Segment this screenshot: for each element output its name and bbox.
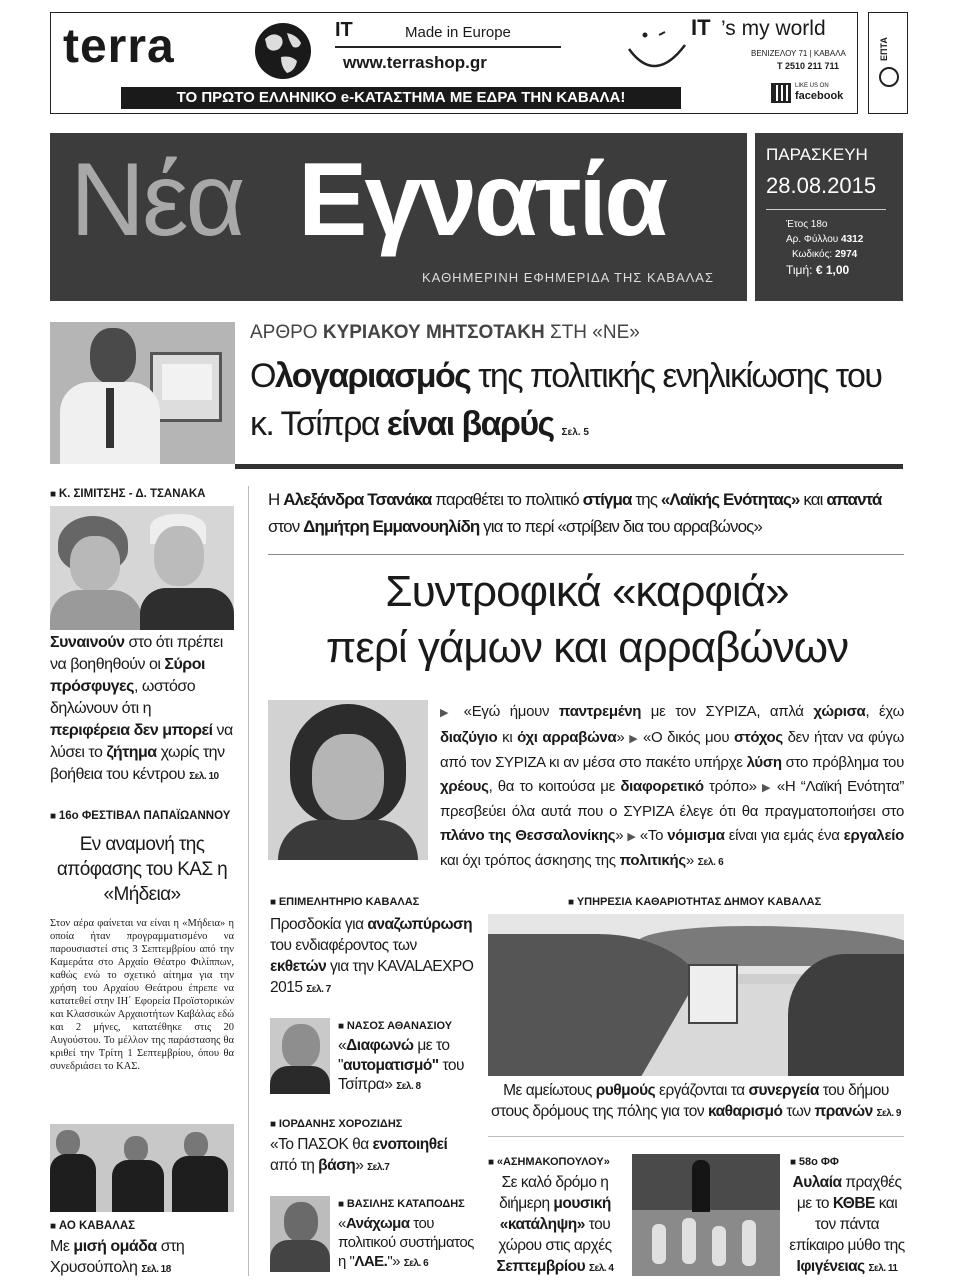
athanasiou-photo [270, 1018, 330, 1094]
tsanaka-q1a: «Εγώ ήμουν [463, 703, 550, 720]
masthead-price-value: € 1,00 [815, 263, 850, 277]
masthead-issue-no: 4312 [841, 234, 864, 245]
chorozidis-b1: ενοποιηθεί [372, 1136, 448, 1153]
tsanaka-q4c: είναι για εμάς ένα [728, 826, 840, 844]
festival-title[interactable]: Εν αναμονή της απόφασης του ΚΑΣ η «Μήδεια» [56, 834, 228, 905]
cleaning-kicker [568, 896, 821, 908]
simitis-b2: Σύροι πρόσφυγες [50, 656, 205, 695]
epta-badge [868, 12, 908, 114]
simitis-photo [50, 506, 234, 630]
ad-world-text: ’s my world [721, 17, 826, 40]
athanasiou-b2: αυτοματισμό" [343, 1056, 439, 1074]
ad-made-in: Made in Europe [405, 24, 511, 41]
chorozidis-kicker-text: ΙΟΡΔΑΝΗΣ ΧΟΡΟΖΙΔΗΣ [278, 1118, 403, 1130]
katapodis-q1: « [338, 1215, 346, 1232]
lead-kicker [250, 322, 640, 344]
chamber-b2: εκθετών [270, 958, 327, 975]
cleaning-b2: συνεργεία [748, 1082, 819, 1099]
katapodis-page-ref: Σελ. 6 [403, 1258, 429, 1269]
tsanaka-q4b: νόμισμα [667, 826, 725, 844]
lead-bottom-rule [235, 464, 903, 469]
simitis-b1: Συναινούν [50, 634, 125, 651]
asimakopoulou-kicker-text: «ΑΣΗΜΑΚΟΠΟΥΛΟΥ» [496, 1156, 610, 1168]
lead-headline[interactable] [250, 352, 910, 457]
katapodis-photo [270, 1196, 330, 1272]
athanasiou-t2: του Τσίπρα» [338, 1056, 464, 1093]
tsanaka-q2g: , θα το κοιτούσα με [488, 777, 616, 795]
tsanaka-intro-2: παραθέτει το πολιτικό [435, 490, 579, 509]
ao-photo [50, 1124, 234, 1212]
tsanaka-q2f: χρέους [440, 777, 489, 795]
masthead-subtitle: ΚΑΘΗΜΕΡΙΝΗ ΕΦΗΜΕΡΙΔΑ ΤΗΣ ΚΑΒΑΛΑΣ [422, 270, 715, 285]
asimakopoulou-b2: Σεπτεμβρίου [496, 1258, 586, 1275]
globe-icon [251, 19, 315, 83]
tsanaka-intro[interactable] [268, 486, 908, 540]
tsanaka-intro-3: της [635, 490, 658, 509]
simitis-t4: χωρίς την βοήθεια του κέντρου [50, 744, 225, 783]
ad-divider [335, 46, 561, 48]
ad-facebook[interactable]: facebook [795, 90, 844, 102]
tsanaka-q2i: τρόπο» [709, 777, 757, 795]
simitis-t2: , ωστόσο δηλώνουν ότι η [50, 678, 196, 717]
qr-code-icon [771, 83, 791, 103]
cleaning-text[interactable] [488, 1080, 904, 1124]
ao-text[interactable] [50, 1236, 234, 1280]
lead-kicker-2: ΚΥΡΙΑΚΟΥ ΜΗΤΣΟΤΑΚΗ [322, 322, 545, 343]
ff58-t2: και τον πάντα επίκαιρο μύθο της [789, 1195, 905, 1254]
athanasiou-page-ref: Σελ. 8 [396, 1081, 421, 1092]
play-arrow-icon: ▶ [761, 781, 772, 794]
cleaning-t4: των [786, 1103, 811, 1120]
ad-tagline-banner [121, 87, 681, 109]
ao-t1: Με [50, 1238, 70, 1255]
tsanaka-q1e: , έχω [865, 703, 904, 720]
ff58-t1: πραχθές με το [796, 1174, 902, 1212]
tsanaka-intro-b3: «Λαϊκής Ενότητας» [660, 490, 800, 509]
masthead-year: Έτος 18ο [786, 219, 828, 230]
chamber-b1: αναζωπύρωση [367, 916, 473, 933]
chamber-text[interactable] [270, 914, 474, 1000]
ad-address: ΒΕΝΙΖΕΛΟΥ 71 | ΚΑΒΑΛΑ [751, 49, 846, 58]
chorozidis-t2: από τη [270, 1157, 315, 1174]
ad-brand: terra [63, 20, 175, 73]
cleaning-kicker-text: ΥΠΗΡΕΣΙΑ ΚΑΘΑΡΙΟΤΗΤΑΣ ΔΗΜΟΥ ΚΑΒΑΛΑΣ [576, 896, 822, 908]
tsanaka-intro-b4: απαντά [826, 490, 882, 509]
tsanaka-page-ref: Σελ. 6 [697, 857, 724, 868]
tsanaka-q1h: όχι αρραβώνα [517, 728, 617, 746]
ao-kicker [50, 1220, 135, 1232]
athanasiou-kicker-text: ΝΑΣΟΣ ΑΘΑΝΑΣΙΟΥ [346, 1020, 453, 1032]
ao-t2: στη Χρυσούπολη [50, 1238, 185, 1276]
chamber-kicker [270, 896, 419, 908]
katapodis-kicker-text: ΒΑΣΙΛΗΣ ΚΑΤΑΠΟΔΗΣ [346, 1198, 465, 1210]
festival-kicker [50, 810, 230, 822]
cleaning-t3: του δήμου στους δρόμους της πόλης για τον [491, 1082, 889, 1120]
chorozidis-b2: βάση [318, 1157, 356, 1174]
lead-page-ref: Σελ. 5 [561, 427, 589, 438]
lead-h-2: λογαριασμός [274, 357, 471, 395]
lead-kicker-1: ΑΡΘΡΟ [250, 322, 318, 343]
bottom-right-rule [488, 1136, 904, 1137]
ao-b1: μισή ομάδα [73, 1238, 157, 1255]
chamber-page-ref: Σελ. 7 [306, 984, 331, 995]
masthead-price-label: Τιμή: [786, 263, 813, 277]
chorozidis-page-ref: Σελ.7 [367, 1162, 390, 1173]
tsanaka-q2c: δεν ήταν να φύγω από τον ΣΥΡΙΖΑ κι αν μέσα στο πακέτο υπήρχε [440, 728, 905, 771]
lead-kicker-3: ΣΤΗ «ΝΕ» [549, 322, 640, 343]
tsanaka-intro-6: για το περί «στρίβειν δια του αρραβώνος» [483, 517, 762, 536]
athanasiou-b1: Διαφωνώ [346, 1037, 414, 1054]
lead-h-3: της πολιτικής ενηλικίωσης [478, 357, 828, 395]
athanasiou-q1: « [338, 1037, 347, 1054]
masthead-divider [747, 133, 755, 301]
masthead-code [792, 249, 857, 260]
ff58-kicker-text: 58ο ΦΦ [798, 1156, 839, 1168]
chamber-kicker-text: ΕΠΙΜΕΛΗΤΗΡΙΟ ΚΑΒΑΛΑΣ [278, 896, 420, 908]
tsanaka-q2h: διαφορετικό [620, 777, 704, 795]
chorozidis-kicker [270, 1118, 402, 1130]
katapodis-text[interactable] [338, 1214, 478, 1273]
ad-it-made: IT [335, 19, 353, 41]
lead-h-5: είναι βαρύς [386, 405, 554, 443]
ao-page-ref: Σελ. 18 [141, 1264, 171, 1275]
chamber-t2: του ενδιαφέροντος των [270, 937, 417, 954]
cleaning-t1: Με αμείωτους [503, 1082, 592, 1099]
festival-body: Στον αέρα φαίνεται να είναι η «Μήδεια» η οποία ήταν προγραμματισμένο να παρουσιαστεί στις 3 Σεπτεμβρίου από την Καμεράτα στο Αρχαίο Θέατρο Φιλίππων, καθώς ενώ το σχετικό αίτημα για την χρήση του Αρχαίου Θεάτρου έπρεπε να κατατεθεί στην ΙΗ΄ Εφορεία Προϊστορικών και Κλασσικών Αρχαιοτήτων Καβάλας εδώ και 2 μήνες, κατατέθηκε στις 20 Αυγούστου. Το μέλλον της παράστασης θα κριθεί την Τρίτη 1 Σεπτεμβρίου, όπου θα συνεδριάσει το ΚΑΣ. [50, 918, 234, 1072]
tsanaka-q4e: και όχι τρόπος άσκησης της [440, 852, 616, 869]
masthead-issue-label: Αρ. Φύλλου [786, 234, 839, 245]
tsanaka-q1g: κι [502, 728, 513, 746]
tsanaka-headline-1: Συντροφικά «καρφιά» [385, 567, 789, 616]
ad-phone: T 2510 211 711 [777, 61, 840, 71]
play-arrow-icon: ▶ [629, 732, 639, 745]
tsanaka-photo [268, 700, 428, 860]
masthead [50, 133, 903, 301]
tsanaka-q3c: » [615, 826, 624, 844]
column-separator [248, 486, 249, 1276]
asimakopoulou-t2: του χώρου στις αρχές [498, 1216, 612, 1254]
ff58-b2: ΚΘΒΕ [832, 1195, 875, 1212]
cleaning-b3: καθαρισμό [707, 1103, 783, 1120]
katapodis-kicker [338, 1198, 465, 1210]
tsanaka-q4f: πολιτικής [619, 852, 686, 869]
simitis-kicker [50, 488, 205, 500]
ff58-page-ref: Σελ. 11 [868, 1263, 898, 1274]
ff58-kicker [790, 1156, 839, 1168]
cleaning-page-ref: Σελ. 9 [876, 1108, 901, 1119]
asimakopoulou-t1: Σε καλό δρόμο η διήμερη [499, 1174, 609, 1212]
tsanaka-q1d: χώρισα [813, 703, 866, 720]
chorozidis-t3: » [355, 1157, 364, 1174]
tsanaka-headline-2: περί γάμων και αρραβώνων [325, 623, 849, 672]
play-arrow-icon: ▶ [440, 707, 454, 719]
athanasiou-t1: με το " [338, 1037, 450, 1074]
tsanaka-intro-rule [268, 554, 904, 555]
ad-banner[interactable] [50, 12, 858, 114]
tsanaka-intro-b5: Δημήτρη Εμμανουηλίδη [303, 517, 480, 536]
athanasiou-text[interactable] [338, 1036, 478, 1097]
ad-like-us: LIKE US ON [795, 83, 829, 89]
cleaning-photo [488, 914, 904, 1076]
ff58-b1: Αυλαία [792, 1174, 842, 1191]
tsanaka-headline[interactable] [262, 564, 912, 676]
ao-kicker-text: ΑΟ ΚΑΒΑΛΑΣ [58, 1220, 136, 1232]
ad-it-world: IT [691, 15, 711, 40]
masthead-code-no: 2974 [834, 249, 858, 260]
epta-label: ΕΠΤΑ [879, 37, 889, 61]
ff58-text[interactable] [788, 1172, 906, 1279]
tsanaka-q4a: «Το [639, 826, 664, 844]
chorozidis-t1: «Το ΠΑΣΟΚ θα [270, 1136, 369, 1153]
lead-h-1: Ο [250, 357, 275, 395]
cleaning-b4: πρανών [814, 1103, 873, 1120]
masthead-day: ΠΑΡΑΣΚΕΥΗ [766, 145, 868, 164]
masthead-date-rule [766, 209, 886, 210]
tsanaka-intro-b2: στίγμα [582, 490, 632, 509]
simitis-b3: περιφέρεια δεν μπορεί [50, 722, 213, 739]
epta-seal-icon [879, 67, 899, 87]
ff58-photo [632, 1154, 780, 1276]
tsanaka-q1b: παντρεμένη [558, 703, 642, 720]
chamber-t3: για την KAVALAEXPO 2015 [270, 958, 474, 996]
tsanaka-q1c: με τον ΣΥΡΙΖΑ, απλά [650, 703, 804, 720]
tsanaka-q2b: στόχος [734, 728, 783, 746]
tsanaka-quotes [440, 700, 904, 875]
tsanaka-q1i: » [616, 728, 625, 746]
asimakopoulou-b1: μουσική «κατάληψη» [499, 1195, 611, 1233]
simitis-kicker-text: Κ. ΣΙΜΙΤΣΗΣ - Δ. ΤΣΑΝΑΚΑ [58, 488, 206, 500]
ad-tagline: ΤΟ ΠΡΩΤΟ ΕΛΛΗΝΙΚΟ e-ΚΑΤΑΣΤΗΜΑ ΜΕ ΕΔΡΑ ΤΗΝ ΚΑΒΑΛΑ! [176, 89, 626, 106]
asimakopoulou-text[interactable] [488, 1172, 622, 1279]
cleaning-t2: εργάζονται τα [659, 1082, 745, 1099]
chamber-t1: Προσδοκία για [270, 916, 364, 933]
katapodis-t2: "» [387, 1253, 401, 1270]
play-arrow-icon: ▶ [627, 830, 636, 843]
masthead-date: 28.08.2015 [766, 173, 877, 198]
katapodis-b2: ΛΑΕ. [354, 1253, 388, 1270]
tsanaka-intro-5: στον [268, 517, 300, 536]
athanasiou-kicker [338, 1020, 452, 1032]
simitis-t3: να λύσει το [50, 722, 233, 761]
simitis-page-ref: Σελ. 10 [189, 771, 219, 782]
chorozidis-text[interactable] [270, 1134, 476, 1178]
masthead-code-label: Κωδικός: [792, 249, 833, 260]
tsanaka-q1f: διαζύγιο [440, 728, 498, 746]
simitis-text[interactable] [50, 632, 234, 788]
tsanaka-q2a: «Ο δικός μου [643, 728, 730, 746]
cleaning-b1: ρυθμούς [595, 1082, 656, 1099]
tsanaka-intro-b1: Αλεξάνδρα Τσανάκα [283, 490, 432, 509]
katapodis-b1: Ανάχωμα [345, 1215, 410, 1232]
tsanaka-q4g: » [685, 852, 694, 869]
tsanaka-q2d: λύση [746, 754, 782, 771]
masthead-title-light: Νέα [70, 142, 243, 258]
tsanaka-q2e: στο πρόβλημα του [785, 754, 905, 771]
tsanaka-q4d: εργαλείο [843, 826, 905, 844]
asimakopoulou-page-ref: Σελ. 4 [589, 1263, 614, 1274]
simitis-b4: ζήτημα [106, 744, 157, 761]
festival-kicker-text: 16ο ΦΕΣΤΙΒΑΛ ΠΑΠΑΪΩΑΝΝΟΥ [58, 810, 231, 822]
mitsotakis-photo [50, 322, 235, 464]
tsanaka-intro-4: και [803, 490, 823, 509]
masthead-price [786, 263, 849, 277]
lead-h-4: του κ. Τσίπρα [250, 357, 882, 443]
simitis-t1: στο ότι πρέπει να βοηθηθούν οι [50, 634, 223, 673]
masthead-title-bold: Εγνατία [298, 142, 666, 258]
masthead-issue [786, 234, 863, 245]
smile-icon [623, 23, 693, 83]
asimakopoulou-kicker [488, 1156, 610, 1168]
ff58-b3: Ιφιγένειας [796, 1258, 865, 1275]
ad-website[interactable]: www.terrashop.gr [343, 53, 487, 72]
tsanaka-intro-1: Η [268, 490, 280, 509]
tsanaka-q3b: πλάνο της Θεσσαλονίκης [440, 826, 616, 844]
tsanaka-q3a: «Η “Λαϊκή Ενότητα” πρεσβεύει όλα αυτά που ο ΣΥΡΙΖΑ έλεγε ότι θα πραγματοποιήσει στο [440, 777, 905, 820]
katapodis-t1: του πολιτικού συστήματος η " [338, 1215, 474, 1270]
